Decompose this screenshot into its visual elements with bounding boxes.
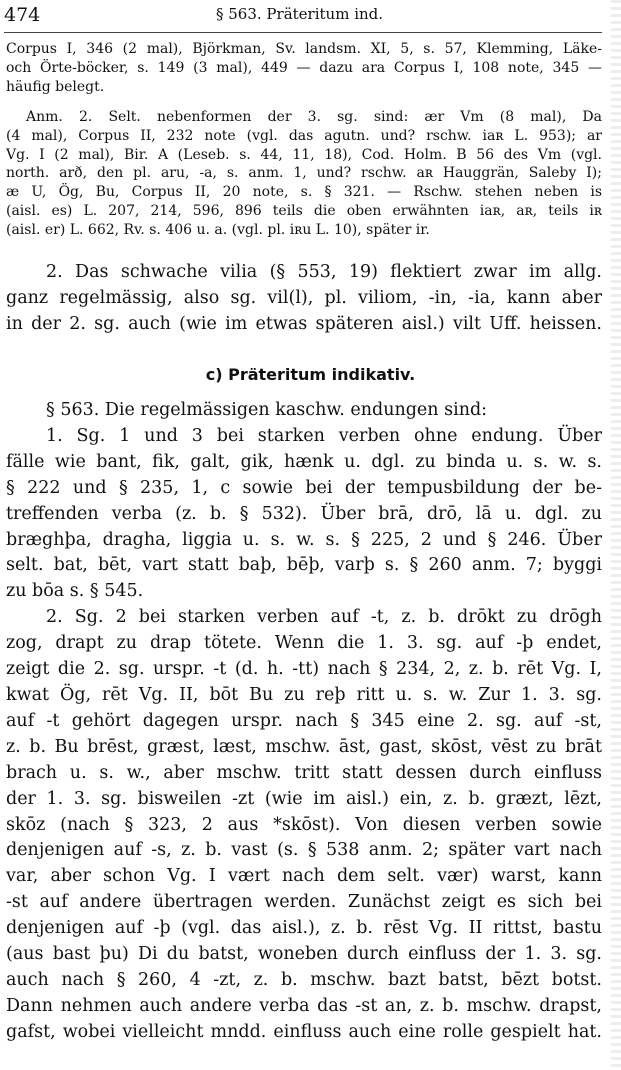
running-head: § 563. Präteritum ind.: [216, 5, 384, 23]
text-line: zog, drapt zu drap tötete. Wenn die 1. 3. sg. auf -þ endet,: [6, 633, 602, 654]
text-line: skōz (nach § 323, 2 aus *skōst). Von diesen verben sowie: [6, 814, 602, 835]
text-line: var, aber schon Vg. I vært nach dem selt. vær) warst, kann: [6, 866, 602, 887]
text-line: häufig belegt.: [6, 78, 105, 95]
text-line: 2. Das schwache vilia (§ 553, 19) flektiert zwar im allg.: [46, 262, 602, 282]
header-rule: [4, 32, 602, 33]
text-line: brach u. s. w., aber mschw. tritt statt dessen durch einfluss: [6, 762, 602, 783]
text-line: (4 mal), Corpus II, 232 note (vgl. das agutn. und? rschw. iaʀ L. 953); ar: [6, 127, 602, 144]
text-line: selt. bat, bēt, vart statt baþ, bēþ, varþ s. § 260 anm. 7; byggi: [6, 555, 602, 576]
text-line: denjenigen auf -þ (vgl. das aisl.), z. b. rēst Vg. II rittst, bastu: [6, 918, 602, 939]
section-563: [6, 398, 602, 1046]
text-line: (aisl. er) L. 662, Rv. s. 406 u. a. (vgl. pl. iʀu L. 10), später ir.: [6, 221, 430, 238]
anmerkung-2: [6, 108, 602, 240]
text-line: -st auf andere übertragen werden. Zunächst zeigt es sich bei: [6, 892, 602, 913]
scanned-page-edge: [611, 0, 621, 1070]
text-line: der 1. 3. sg. bisweilen -zt (wie im aisl.) ein, z. b. græzt, lēzt,: [6, 788, 602, 809]
text-line: Corpus I, 346 (2 mal), Björkman, Sv. landsm. XI, 5, s. 57, Klemming, Läke-: [6, 41, 602, 57]
text-line: in der 2. sg. auch (wie im etwas späteren aisl.) vilt Uff. heissen.: [6, 313, 602, 334]
text-line: § 563. Die regelmässigen kaschw. endungen sind:: [46, 400, 488, 420]
text-line: æ U, Ög, Bu, Corpus II, 20 note, s. § 321. — Rschw. stehen neben is: [6, 184, 602, 201]
page-number: 474: [4, 4, 41, 26]
text-line: 1. Sg. 1 und 3 bei starken verben ohne endung. Über: [46, 425, 602, 446]
text-line: gafst, wobei vielleicht mndd. einfluss auch eine rolle gespielt hat.: [6, 1021, 602, 1042]
text-line: Vg. I (2 mal), Bir. A (Leseb. s. 44, 11, 18), Cod. Holm. B 56 des Vm (vgl.: [6, 146, 602, 163]
text-line: (aisl. es) L. 207, 214, 596, 896 teils die oben erwähnten iaʀ, aʀ, teils iʀ: [6, 202, 602, 219]
text-line: denjenigen auf -s, z. b. vast (s. § 538 anm. 2; später vart nach: [6, 840, 602, 861]
text-line: auf -t gehört dagegen urspr. nach § 345 eine 2. sg. auf -st,: [6, 710, 602, 731]
text-line: Dann nehmen auch andere verba das -st an, z. b. mschw. drapst,: [6, 995, 602, 1016]
text-line: (aus bast þu) Di du batst, woneben durch einfluss der 1. 3. sg.: [6, 944, 602, 965]
text-line: kwat Ög, rēt Vg. II, bōt Bu zu reþ ritt u. s. w. Zur 1. 3. sg.: [6, 684, 602, 705]
text-line: auch nach § 260, 4 -zt, z. b. mschw. bazt batst, bēzt botst.: [6, 969, 602, 990]
text-line: zeigt die 2. sg. urspr. -t (d. h. -tt) nach § 234, 2, z. b. rēt Vg. I,: [6, 659, 602, 680]
text-line: ganz regelmässig, also sg. vil(l), pl. viliom, -in, -ia, kann aber: [6, 287, 602, 308]
text-line: treffenden verba (z. b. § 532). Über brā, drō, lā u. dgl. zu: [6, 503, 602, 524]
text-line: § 222 und § 235, 1, c sowie bei der tempusbildung der be-: [6, 477, 602, 498]
page-header: [4, 4, 604, 30]
text-line: Anm. 2. Selt. nebenformen der 3. sg. sind: ær Vm (8 mal), Da: [26, 109, 602, 125]
text-line: fälle wie bant, fik, galt, gik, hænk u. dgl. zu binda u. s. w. s.: [6, 451, 602, 472]
paragraph-2-vilia: [6, 260, 602, 338]
text-line: 2. Sg. 2 bei starken verben auf -t, z. b. drōkt zu drōgh: [46, 607, 602, 628]
paragraph-top-continuation: [6, 40, 602, 96]
text-line: bræghþa, dragha, liggia u. s. w. s. § 225, 2 und § 246. Über: [6, 529, 602, 550]
section-heading: c) Präteritum indikativ.: [205, 365, 416, 384]
text-line: north. arð, den pl. aru, -a, s. anm. 1, und? rschw. aʀ Hauggrän, Saleby I);: [6, 165, 602, 182]
text-line: och Örte-böcker, s. 149 (3 mal), 449 — dazu ara Corpus I, 108 note, 345 —: [6, 59, 602, 76]
text-line: zu bōa s. § 545.: [6, 581, 144, 602]
text-line: z. b. Bu brēst, græst, læst, mschw. āst, gast, skōst, vēst zu brāt: [6, 736, 602, 757]
